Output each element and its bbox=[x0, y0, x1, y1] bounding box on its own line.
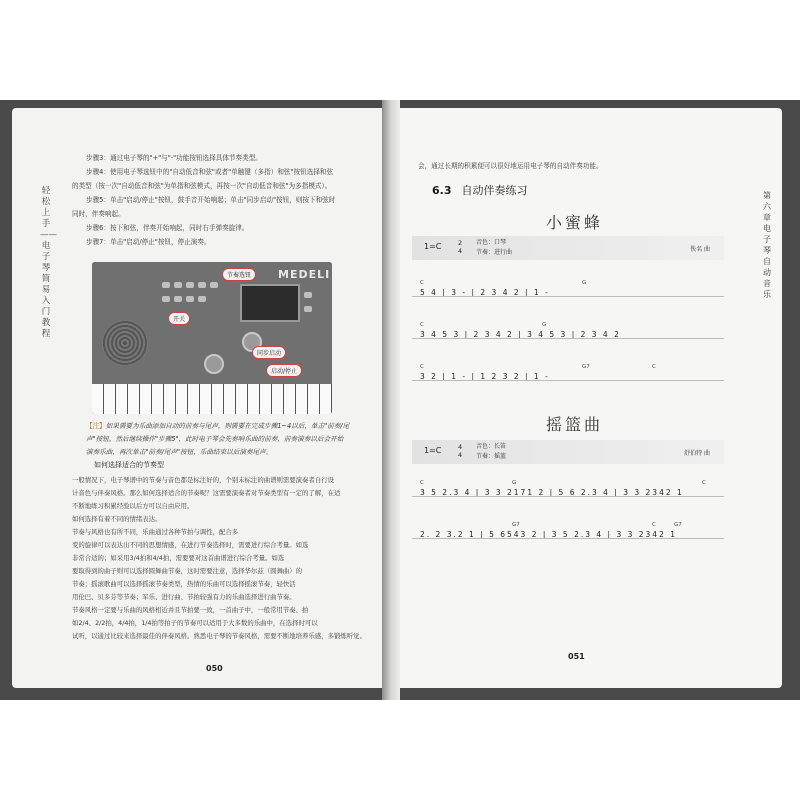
panel-button bbox=[210, 282, 218, 288]
notation-notes: 2. 2 3.2 1 | 5 6543 2 | 3 5 2.3 4 | 3 3 2342 1 bbox=[420, 530, 678, 539]
time-signature bbox=[458, 443, 462, 459]
step-text: 步骤6：按下和弦，伴奏开始响起，同时右手弹奏旋律。 bbox=[86, 224, 249, 232]
page-number-left: 050 bbox=[206, 664, 223, 673]
song-key: 1=C bbox=[424, 242, 442, 251]
callout-rhythm: 节奏选钮 bbox=[222, 268, 256, 281]
chord-label: G bbox=[582, 280, 587, 286]
note-block bbox=[86, 420, 374, 459]
section-heading bbox=[432, 182, 528, 198]
notation-notes: 3 2 | 1 - | 1 2 3 2 | 1 - bbox=[420, 372, 550, 381]
meter-top: 2 bbox=[458, 239, 463, 247]
song-credit: 舒伯特 曲 bbox=[684, 450, 710, 457]
body-line: 如何选择有着不同的情绪表达。 bbox=[72, 515, 162, 523]
song-title: 摇篮曲 bbox=[546, 415, 604, 434]
control-knob bbox=[204, 354, 224, 374]
song-tone: 音色：长笛 bbox=[476, 443, 507, 450]
song-tone: 音色：口琴 bbox=[476, 239, 507, 246]
intro-text: 会，通过长期的积累便可以很好地运用电子琴的自动伴奏功能。 bbox=[418, 162, 603, 170]
keyboard-brand: MEDELI bbox=[278, 268, 331, 281]
note-label: 【注】 bbox=[86, 422, 106, 430]
body-line: 节奏与风格也有所不同，乐曲通过各种节拍与调性，配合多 bbox=[72, 528, 239, 536]
staff-line bbox=[412, 496, 724, 497]
step-text: 的类型（按一次"自动低音和弦"为单指和弦模式，再按一次"自动低音和弦"为多指模式）。 bbox=[72, 182, 332, 190]
chord-label: C bbox=[420, 280, 424, 286]
subheading: 如何选择适合的节奏型 bbox=[94, 461, 164, 469]
panel-button bbox=[174, 282, 182, 288]
song-title: 小蜜蜂 bbox=[546, 213, 604, 232]
left-side-label: 轻松上手——电子琴简易入门教程 bbox=[40, 186, 57, 339]
keyboard-photo bbox=[92, 262, 332, 414]
panel-button bbox=[162, 282, 170, 288]
step-text: 同时，伴奏响起。 bbox=[72, 210, 125, 218]
note-line: 演奏乐曲，再次单击"前奏/尾声"按钮，乐曲结束以后演奏尾声。 bbox=[86, 448, 273, 456]
song-info bbox=[476, 442, 506, 462]
song-info bbox=[476, 238, 512, 258]
page-number-right: 051 bbox=[568, 652, 585, 661]
panel-button bbox=[186, 282, 194, 288]
step-text: 步骤3：通过电子琴的"+"与"-"功能按钮选择具体节奏类型。 bbox=[86, 154, 262, 162]
chord-label: G7 bbox=[512, 522, 520, 528]
body-line: 用伦巴、贝多芬等节奏；军乐、进行曲、节拍较强有力的乐曲选择进行曲节奏。 bbox=[72, 593, 296, 601]
piano-keys bbox=[92, 384, 332, 414]
chord-label: G7 bbox=[674, 522, 682, 528]
note-line: 如果需要为乐曲添加自动的前奏与尾声，则需要在完成步骤1~4以后，单击"前奏/尾 bbox=[105, 422, 350, 430]
body-line: 如2/4、2/2拍，4/4拍，1/4拍等拍子的节奏可以适用于大多数的乐曲中，在选择时可以 bbox=[72, 619, 318, 627]
callout-sync-start: 同步启动 bbox=[252, 346, 286, 359]
panel-button bbox=[198, 282, 206, 288]
song-key: 1=C bbox=[424, 446, 442, 455]
song-rhythm: 节奏：摇篮 bbox=[476, 453, 507, 460]
step-text: 步骤7：单击"启动/停止"按钮，停止演奏。 bbox=[86, 238, 211, 246]
body-line: 非常合适的；如采用3/4拍和4/4拍，需要要对这首曲谱进行综合考量。如选 bbox=[72, 554, 285, 562]
meter-bottom: 4 bbox=[458, 247, 463, 255]
panel-button bbox=[304, 292, 312, 298]
speaker-grille bbox=[102, 320, 148, 366]
chord-label: C bbox=[652, 522, 656, 528]
song-rhythm: 节奏：进行曲 bbox=[476, 249, 513, 256]
staff-line bbox=[412, 380, 724, 381]
section-number: 6.3 bbox=[432, 184, 452, 197]
step-text: 步骤5：单击"启动/停止"按钮，鼓手音开始响起；单击"同步启动"按钮，则按下和弦时 bbox=[86, 196, 336, 204]
chord-label: C bbox=[420, 364, 424, 370]
section-title: 自动伴奏练习 bbox=[461, 184, 528, 197]
note-line: 声"按钮，然后继续操作"步骤5"，此时电子琴会先奏响乐曲的前奏，前奏演奏以后会开始 bbox=[86, 435, 344, 443]
body-line: 不断地练习积累经验以后方可以自由应用。 bbox=[72, 502, 194, 510]
song-header bbox=[412, 440, 724, 464]
panel-button bbox=[304, 306, 312, 312]
panel-button bbox=[174, 296, 182, 302]
panel-button bbox=[186, 296, 194, 302]
staff-line bbox=[412, 296, 724, 297]
meter-bottom: 4 bbox=[458, 451, 463, 459]
chord-label: G7 bbox=[582, 364, 590, 370]
notation-notes: 5 4 | 3 - | 2 3 4 2 | 1 - bbox=[420, 288, 550, 297]
body-line: 节奏风格一定要与乐曲的风格相近并且节拍要一致，一首曲子中，一般常用节奏、拍 bbox=[72, 606, 309, 614]
notation-row bbox=[412, 480, 724, 510]
staff-line bbox=[412, 538, 724, 539]
body-line: 变的旋律可以表达出不同的思想情感，在进行节奏选择时，需要进行综合考量。如选 bbox=[72, 541, 309, 549]
meter-top: 4 bbox=[458, 443, 463, 451]
chord-label: G bbox=[542, 322, 547, 328]
keyboard-display bbox=[240, 284, 300, 322]
body-line: 节奏；摇滚歌曲可以选择摇滚节奏类型，热情的乐曲可以选择摇滚节奏，轻快活 bbox=[72, 580, 296, 588]
panel-button bbox=[162, 296, 170, 302]
book-gutter bbox=[382, 100, 400, 700]
chord-label: C bbox=[702, 480, 706, 486]
chord-label: C bbox=[420, 322, 424, 328]
notation-notes: 3 5 2.3 4 | 3 3 2171 2 | 5 6 2.3 4 | 3 3 2342 1 bbox=[420, 488, 684, 497]
body-line: 要取得到的曲子则可以选择圆舞曲节奏，这时需要注意，选择华尔兹（圆舞曲）的 bbox=[72, 567, 303, 575]
notation-row bbox=[412, 322, 724, 352]
callout-switch: 开关 bbox=[168, 312, 190, 325]
body-line: 试听，以通过比较来选择最佳的伴奏风格。熟悉电子琴的节奏风格，需要不断地培养乐感，多锻炼听觉。 bbox=[72, 632, 366, 640]
staff-line bbox=[412, 338, 724, 339]
notation-row bbox=[412, 280, 724, 310]
notation-notes: 3 4 5 3 | 2 3 4 2 | 3 4 5 3 | 2 3 4 2 bbox=[420, 330, 621, 339]
time-signature bbox=[458, 239, 462, 255]
song-credit: 佚名 曲 bbox=[690, 246, 710, 253]
panel-button bbox=[198, 296, 206, 302]
body-line: 一般情况下，电子琴谱中的节奏与音色都是标注好的，个别未标注的曲谱则需要演奏者自行设 bbox=[72, 476, 335, 484]
chord-label: C bbox=[652, 364, 656, 370]
step-text: 步骤4：使用电子琴选钮中的"自动低音和弦"或者"单触键（多指）和弦"按钮选择和弦 bbox=[86, 168, 334, 176]
song-header bbox=[412, 236, 724, 260]
callout-start-stop: 启动/停止 bbox=[266, 364, 302, 377]
chord-label: C bbox=[420, 480, 424, 486]
chord-label: G bbox=[512, 480, 517, 486]
notation-row bbox=[412, 364, 724, 394]
notation-row bbox=[412, 522, 724, 552]
right-side-label: 第六章 电子琴自动音乐 bbox=[763, 191, 771, 299]
body-line: 计音色与伴奏风格。那么如何选择适合的节奏呢？这需要演奏者对节奏类型有一定的了解，在适 bbox=[72, 489, 341, 497]
